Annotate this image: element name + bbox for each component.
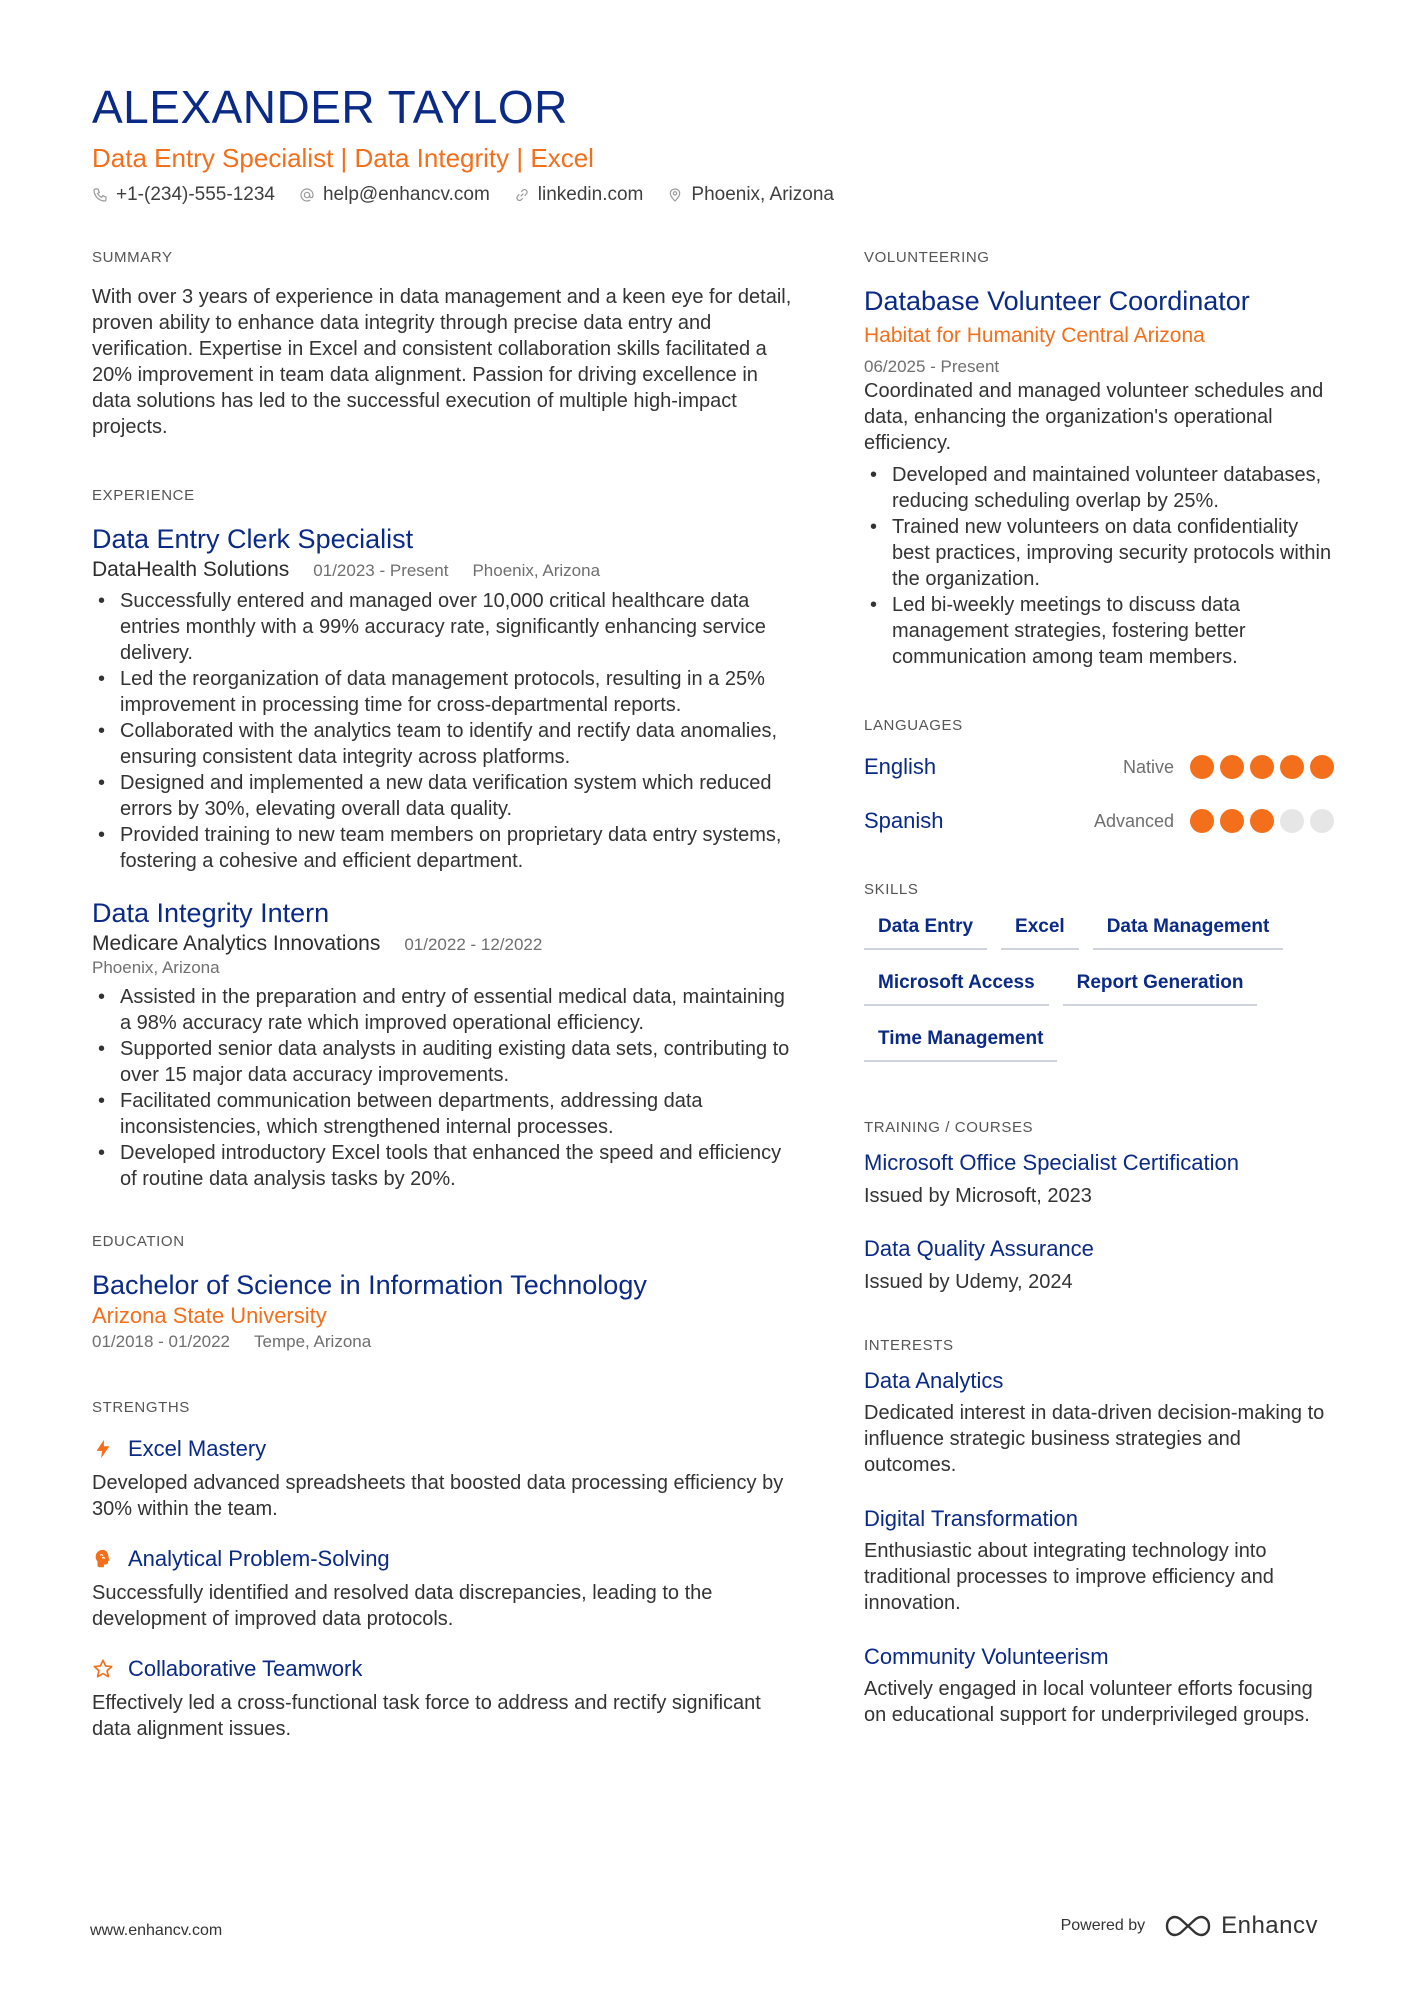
bullet-item: • Provided training to new team members on proprietary data entry systems, fostering a cohesive and efficient department. bbox=[92, 822, 792, 874]
course-item bbox=[864, 1234, 1334, 1296]
school-name: Arizona State University bbox=[92, 1303, 327, 1328]
course-item bbox=[864, 1148, 1334, 1210]
rating-dot-filled bbox=[1280, 755, 1304, 779]
job-location: Phoenix, Arizona bbox=[472, 561, 601, 580]
summary-heading: SUMMARY bbox=[92, 249, 173, 266]
language-name: Spanish bbox=[864, 808, 944, 833]
skill-tag: Data Entry bbox=[864, 908, 987, 950]
experience-heading: EXPERIENCE bbox=[92, 487, 195, 504]
company-name: Medicare Analytics Innovations bbox=[92, 932, 381, 955]
education-location: Tempe, Arizona bbox=[254, 1332, 372, 1351]
footer-branding bbox=[1061, 1912, 1318, 1940]
rating-dot-filled bbox=[1250, 755, 1274, 779]
strength-description: Successfully identified and resolved data discrepancies, leading to the development of improved data protocols. bbox=[92, 1582, 713, 1630]
education-heading: EDUCATION bbox=[92, 1233, 185, 1250]
volunteer-organization: Habitat for Humanity Central Arizona bbox=[864, 324, 1205, 347]
job-title: Data Integrity Intern bbox=[92, 898, 330, 928]
bullet-item: • Led bi-weekly meetings to discuss data management strategies, fostering better communication among team members. bbox=[864, 592, 1334, 670]
strength-title: Excel Mastery bbox=[128, 1436, 267, 1461]
skill-tag: Time Management bbox=[864, 1020, 1057, 1062]
rating-dot-filled bbox=[1190, 755, 1214, 779]
volunteer-description: Coordinated and managed volunteer schedules and data, enhancing the organization's operational efficiency. bbox=[864, 380, 1324, 454]
bullet-item: • Trained new volunteers on data confidentiality best practices, improving security protocols within the organization. bbox=[864, 514, 1334, 592]
rating-dot-filled bbox=[1310, 755, 1334, 779]
job-location: Phoenix, Arizona bbox=[92, 958, 220, 977]
job-bullets bbox=[92, 588, 792, 874]
volunteering-section bbox=[864, 248, 1334, 670]
interest-description: Dedicated interest in data-driven decision-making to influence strategic business strategies and outcomes. bbox=[864, 1402, 1325, 1476]
language-rating bbox=[1190, 809, 1334, 833]
course-title: Microsoft Office Specialist Certification bbox=[864, 1150, 1239, 1175]
rating-dot-filled bbox=[1220, 809, 1244, 833]
bullet-item: • Developed and maintained volunteer databases, reducing scheduling overlap by 25%. bbox=[864, 462, 1334, 514]
at-icon bbox=[299, 187, 315, 203]
course-issuer: Issued by Udemy, 2024 bbox=[864, 1271, 1073, 1293]
lightning-icon bbox=[92, 1438, 114, 1460]
right-column bbox=[864, 248, 1334, 1774]
language-row bbox=[864, 740, 1334, 794]
volunteer-bullets bbox=[864, 462, 1334, 670]
language-rating bbox=[1190, 755, 1334, 779]
skills-heading: SKILLS bbox=[864, 881, 919, 898]
training-section bbox=[864, 1118, 1334, 1296]
job-meta bbox=[92, 558, 792, 582]
brand-name: Enhancv bbox=[1221, 1912, 1318, 1939]
job-dates: 01/2022 - 12/2022 bbox=[404, 935, 543, 954]
contact-phone[interactable] bbox=[92, 184, 275, 206]
interest-title: Community Volunteerism bbox=[864, 1644, 1109, 1669]
education-dates: 01/2018 - 01/2022 bbox=[92, 1332, 231, 1351]
contact-location-text: Phoenix, Arizona bbox=[691, 184, 834, 205]
languages-heading: LANGUAGES bbox=[864, 717, 963, 734]
training-heading: TRAINING / COURSES bbox=[864, 1119, 1034, 1136]
skill-tag: Excel bbox=[1001, 908, 1079, 950]
job-meta bbox=[92, 932, 792, 956]
language-row bbox=[864, 794, 1334, 848]
footer-website[interactable]: www.enhancv.com bbox=[90, 1922, 223, 1939]
bullet-item: • Supported senior data analysts in auditing existing data sets, contributing to over 15 major data accuracy improvements. bbox=[92, 1036, 792, 1088]
interest-description: Actively engaged in local volunteer efforts focusing on educational support for underprivileged groups. bbox=[864, 1678, 1313, 1726]
bullet-item: • Designed and implemented a new data verification system which reduced errors by 30%, elevating overall data quality. bbox=[92, 770, 792, 822]
job-bullets bbox=[92, 984, 792, 1192]
bullet-item: • Developed introductory Excel tools that enhanced the speed and efficiency of routine data analysis tasks by 20%. bbox=[92, 1140, 792, 1192]
strength-description: Effectively led a cross-functional task force to address and rectify significant data alignment issues. bbox=[92, 1692, 761, 1740]
strength-title: Analytical Problem-Solving bbox=[128, 1546, 390, 1571]
contact-phone-text: +1-(234)-555-1234 bbox=[116, 184, 275, 205]
volunteering-heading: VOLUNTEERING bbox=[864, 249, 990, 266]
language-name: English bbox=[864, 754, 937, 779]
job-dates: 01/2023 - Present bbox=[313, 561, 449, 580]
powered-by-label: Powered by bbox=[1060, 1917, 1146, 1934]
summary-section bbox=[92, 248, 792, 440]
strength-header bbox=[92, 1654, 792, 1684]
interest-item bbox=[864, 1366, 1334, 1478]
experience-entry bbox=[92, 896, 792, 1192]
interest-title: Digital Transformation bbox=[864, 1506, 1078, 1531]
interest-title: Data Analytics bbox=[864, 1368, 1004, 1393]
strength-item bbox=[92, 1654, 792, 1742]
company-name: DataHealth Solutions bbox=[92, 558, 290, 581]
interests-section bbox=[864, 1336, 1334, 1728]
strength-header bbox=[92, 1544, 792, 1574]
experience-entry bbox=[92, 522, 792, 874]
languages-section bbox=[864, 716, 1334, 848]
interests-heading: INTERESTS bbox=[864, 1337, 954, 1354]
rating-dot-filled bbox=[1220, 755, 1244, 779]
strength-item bbox=[92, 1434, 792, 1522]
skill-tag: Data Management bbox=[1093, 908, 1284, 950]
education-meta bbox=[92, 1332, 792, 1352]
star-icon bbox=[92, 1658, 114, 1680]
course-issuer: Issued by Microsoft, 2023 bbox=[864, 1185, 1092, 1207]
volunteer-dates: 06/2025 - Present bbox=[864, 357, 1000, 376]
experience-section bbox=[92, 486, 792, 1192]
interest-item bbox=[864, 1504, 1334, 1616]
bullet-item: • Collaborated with the analytics team to identify and rectify data anomalies, ensuring consistent data integrity across platforms. bbox=[92, 718, 792, 770]
resume-header bbox=[92, 80, 1332, 206]
bullet-item: • Led the reorganization of data management protocols, resulting in a 25% improvement in processing time for cross-departmental reports. bbox=[92, 666, 792, 718]
bullet-item: • Successfully entered and managed over 10,000 critical healthcare data entries monthly with a 99% accuracy rate, significantly enhancing service delivery. bbox=[92, 588, 792, 666]
skills-list bbox=[864, 908, 1334, 1062]
enhancv-logo[interactable] bbox=[1165, 1912, 1318, 1940]
strength-description: Developed advanced spreadsheets that boosted data processing efficiency by 30% within the team. bbox=[92, 1472, 784, 1520]
contact-linkedin[interactable] bbox=[514, 184, 644, 206]
phone-icon bbox=[92, 187, 108, 203]
contact-location bbox=[667, 184, 834, 206]
skills-section bbox=[864, 880, 1334, 1062]
brain-icon bbox=[92, 1548, 114, 1570]
skill-tag: Report Generation bbox=[1063, 964, 1258, 1006]
interest-description: Enthusiastic about integrating technology into traditional processes to improve efficiency and innovation. bbox=[864, 1540, 1274, 1614]
left-column bbox=[92, 248, 792, 1788]
contact-email-text: help@enhancv.com bbox=[322, 184, 490, 205]
job-title: Data Entry Clerk Specialist bbox=[92, 524, 414, 554]
interest-item bbox=[864, 1642, 1334, 1728]
strength-header bbox=[92, 1434, 792, 1464]
strengths-heading: STRENGTHS bbox=[92, 1399, 190, 1416]
rating-dot-empty bbox=[1280, 809, 1304, 833]
rating-dot-empty bbox=[1310, 809, 1334, 833]
candidate-headline: Data Entry Specialist | Data Integrity | Excel bbox=[92, 143, 594, 173]
link-icon bbox=[514, 187, 530, 203]
strength-item bbox=[92, 1544, 792, 1632]
rating-dot-filled bbox=[1250, 809, 1274, 833]
skill-tag: Microsoft Access bbox=[864, 964, 1049, 1006]
language-level: Native bbox=[1122, 756, 1174, 777]
contact-email[interactable] bbox=[299, 184, 490, 206]
bullet-item: • Facilitated communication between departments, addressing data inconsistencies, which strengthened internal processes. bbox=[92, 1088, 792, 1140]
volunteer-role: Database Volunteer Coordinator bbox=[864, 286, 1250, 316]
summary-text: With over 3 years of experience in data management and a keen eye for detail, proven ability to enhance data integrity through precise data entry and verification. Expertise in Excel and consistent collaboration skills facilitated a 20% improvement in team data alignment. Passion for driving excellence in data solutions has led to the successful execution of multiple high-impact projects. bbox=[92, 286, 792, 438]
language-level: Advanced bbox=[1093, 810, 1174, 831]
contact-bar bbox=[92, 184, 1332, 206]
contact-linkedin-text: linkedin.com bbox=[537, 184, 644, 205]
strengths-section bbox=[92, 1398, 792, 1742]
strength-title: Collaborative Teamwork bbox=[128, 1656, 363, 1681]
course-title: Data Quality Assurance bbox=[864, 1236, 1094, 1261]
location-icon bbox=[667, 187, 683, 203]
degree-title: Bachelor of Science in Information Technology bbox=[92, 1270, 647, 1300]
education-section bbox=[92, 1232, 792, 1352]
enhancv-logo-icon bbox=[1165, 1913, 1211, 1939]
candidate-name: ALEXANDER TAYLOR bbox=[92, 81, 568, 133]
rating-dot-filled bbox=[1190, 809, 1214, 833]
bullet-item: • Assisted in the preparation and entry of essential medical data, maintaining a 98% accuracy rate which improved operational efficiency. bbox=[92, 984, 792, 1036]
